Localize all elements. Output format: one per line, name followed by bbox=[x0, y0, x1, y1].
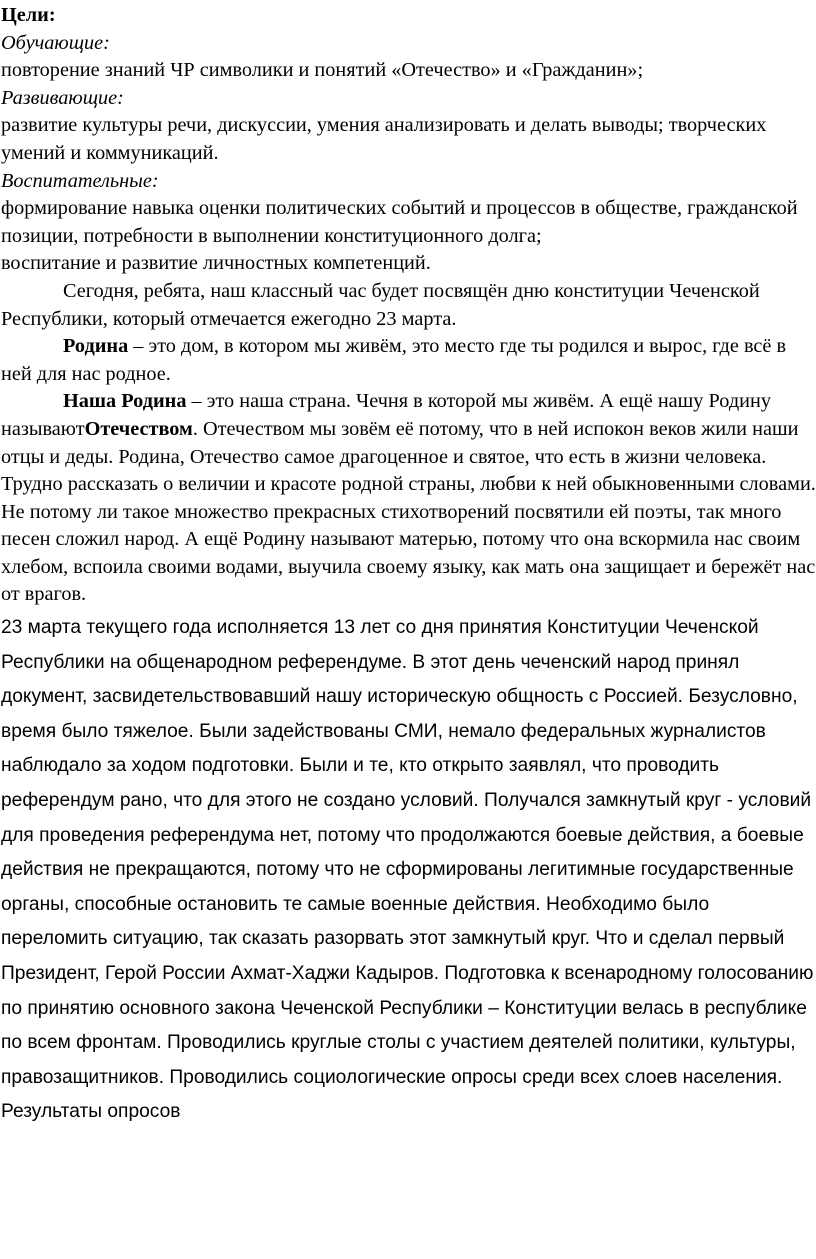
intro-paragraph: Сегодня, ребята, наш классный час будет посвящён дню конституции Чеченской Республики, который отмечается ежегодно 23 марта. bbox=[1, 279, 760, 330]
educational-goals-label: Воспитательные: bbox=[1, 169, 159, 192]
constitution-history-paragraph: 23 марта текущего года исполняется 13 лет со дня принятия Конституции Чеченской Республики на общенародном референдуме. В этот день чеченский народ принял документ, засвидетельствовавший нашу историческую общность с Россией. Безусловно, время было тяжелое. Были задействованы СМИ, немало федеральных журналистов наблюдало за ходом подготовки. Были и те, кто открыто заявлял, что проводить референдум рано, что для этого не создано условий. Получался замкнутый круг - условий для проведения референдума нет, потому что продолжаются боевые действия, а боевые действия не прекращаются, потому что не сформированы легитимные государственные органы, способные остановить те самые военные действия. Необходимо было переломить ситуацию, так сказать разорвать этот замкнутый круг. Что и сделал первый Президент, Герой России Ахмат-Хаджи Кадыров. Подготовка к всенародному голосованию по принятию основного закона Чеченской Республики – Конституции велась в республике по всем фронтам. Проводились круглые столы с участием деятелей политики, культуры, правозащитников. Проводились социологические опросы среди всех слоев населения. Результаты опросов bbox=[1, 617, 814, 1123]
teaching-goals-label: Обучающие: bbox=[1, 31, 110, 54]
fatherland-term: Отечеством bbox=[84, 417, 193, 440]
teaching-goal-item: повторение знаний ЧР символики и понятий «Отечество» и «Гражданин»; bbox=[1, 59, 644, 82]
constitution-history-section bbox=[0, 611, 816, 1130]
educational-goal-item: воспитание и развитие личностных компетенций. bbox=[1, 252, 431, 275]
homeland-term: Родина bbox=[63, 335, 129, 358]
homeland-definition-paragraph bbox=[1, 333, 816, 388]
lesson-plan-section bbox=[0, 0, 816, 609]
homeland-definition-text: – это дом, в котором мы живём, это место где ты родился и вырос, где всё в ней для нас родное. bbox=[1, 335, 787, 385]
our-homeland-text-b: . Отечеством мы зовём её потому, что в ней испокон веков жили наши отцы и деды. Родина, Отечество самое драгоценное и святое, что есть в жизни человека. Трудно рассказать о величии и красоте родной страны, любви к ней обыкновенными словами. Не потому ли такое множество прекрасных стихотворений посвятили ей поэты, так много песен сложил народ. А ещё Родину называют матерью, потому что она вскормила нас своим хлебом, вспоила своими водами, выучила своему языку, как мать она защищает и бережёт нас от врагов. bbox=[1, 417, 816, 606]
goals-title: Цели: bbox=[1, 4, 56, 26]
our-homeland-paragraph bbox=[1, 388, 816, 609]
developing-goals-label: Развивающие: bbox=[1, 86, 124, 109]
developing-goal-item: развитие культуры речи, дискуссии, умения анализировать и делать выводы; творческих умений и коммуникаций. bbox=[1, 114, 767, 164]
our-homeland-term: Наша Родина bbox=[63, 390, 187, 413]
educational-goal-item: формирование навыка оценки политических событий и процессов в обществе, гражданской позиции, потребности в выполнении конституционного долга; bbox=[1, 197, 798, 247]
our-homeland-text-a: – это наша страна. Чечня в которой мы живём. А ещё нашу Родину называют bbox=[1, 390, 772, 440]
